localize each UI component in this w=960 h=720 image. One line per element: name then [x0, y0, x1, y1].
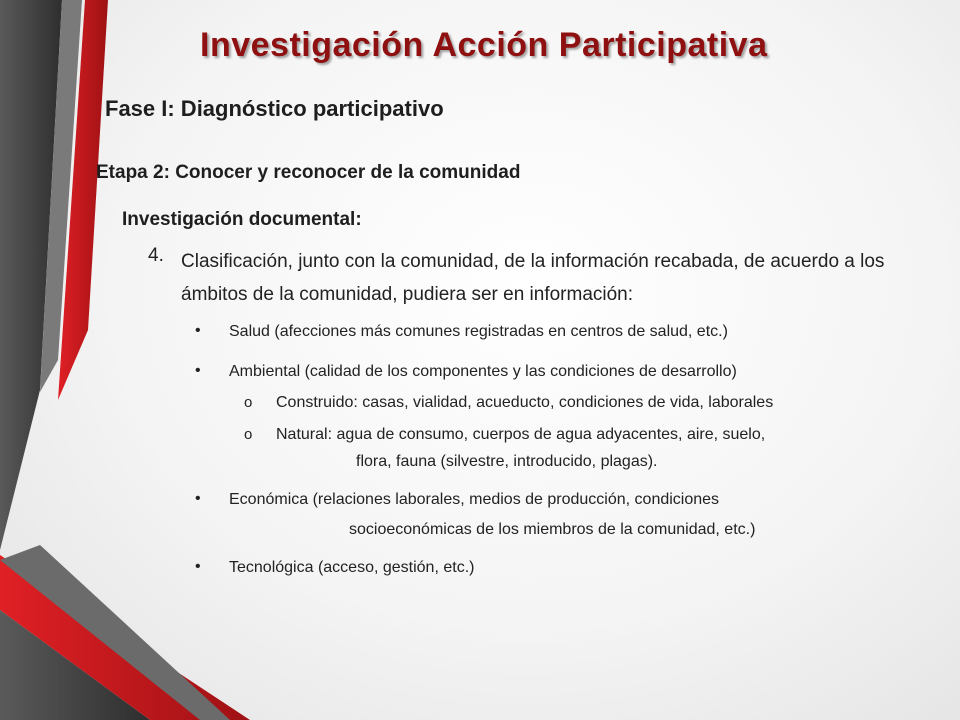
bullet-icon: •: [195, 362, 201, 379]
sub-bullet-construido: Construido: casas, vialidad, acueducto, condiciones de vida, laborales: [276, 394, 774, 411]
sub-bullet-natural-line1: Natural: agua de consumo, cuerpos de agua adyacentes, aire, suelo,: [276, 426, 766, 443]
sub-bullet-natural-line2: flora, fauna (silvestre, introducido, plagas).: [356, 453, 658, 470]
list-number: 4.: [148, 245, 164, 266]
bullet-tecnologica: Tecnológica (acceso, gestión, etc.): [229, 559, 475, 576]
sub-bullet-icon: o: [244, 426, 253, 443]
stage-heading: Etapa 2: Conocer y reconocer de la comunidad: [96, 162, 521, 183]
bullet-icon: •: [195, 490, 201, 507]
bullet-economica-line1: Económica (relaciones laborales, medios de producción, condiciones: [229, 491, 720, 508]
bullet-icon: •: [195, 558, 201, 575]
sub-bullet-icon: o: [244, 394, 253, 411]
bullet-economica-line2: socioeconómicas de los miembros de la comunidad, etc.): [349, 521, 756, 538]
bullet-ambiental: Ambiental (calidad de los componentes y las condiciones de desarrollo): [229, 363, 737, 380]
slide-title: Investigación Acción Participativa: [200, 26, 768, 64]
bullet-icon: •: [195, 322, 201, 339]
phase-heading: Fase I: Diagnóstico participativo: [105, 96, 444, 121]
numbered-item-text: Clasificación, junto con la comunidad, de la información recabada, de acuerdo a los ámbitos de la comunidad, pudiera ser en información:: [181, 251, 885, 305]
section-heading: Investigación documental:: [122, 209, 362, 230]
bullet-salud: Salud (afecciones más comunes registradas en centros de salud, etc.): [229, 323, 728, 340]
